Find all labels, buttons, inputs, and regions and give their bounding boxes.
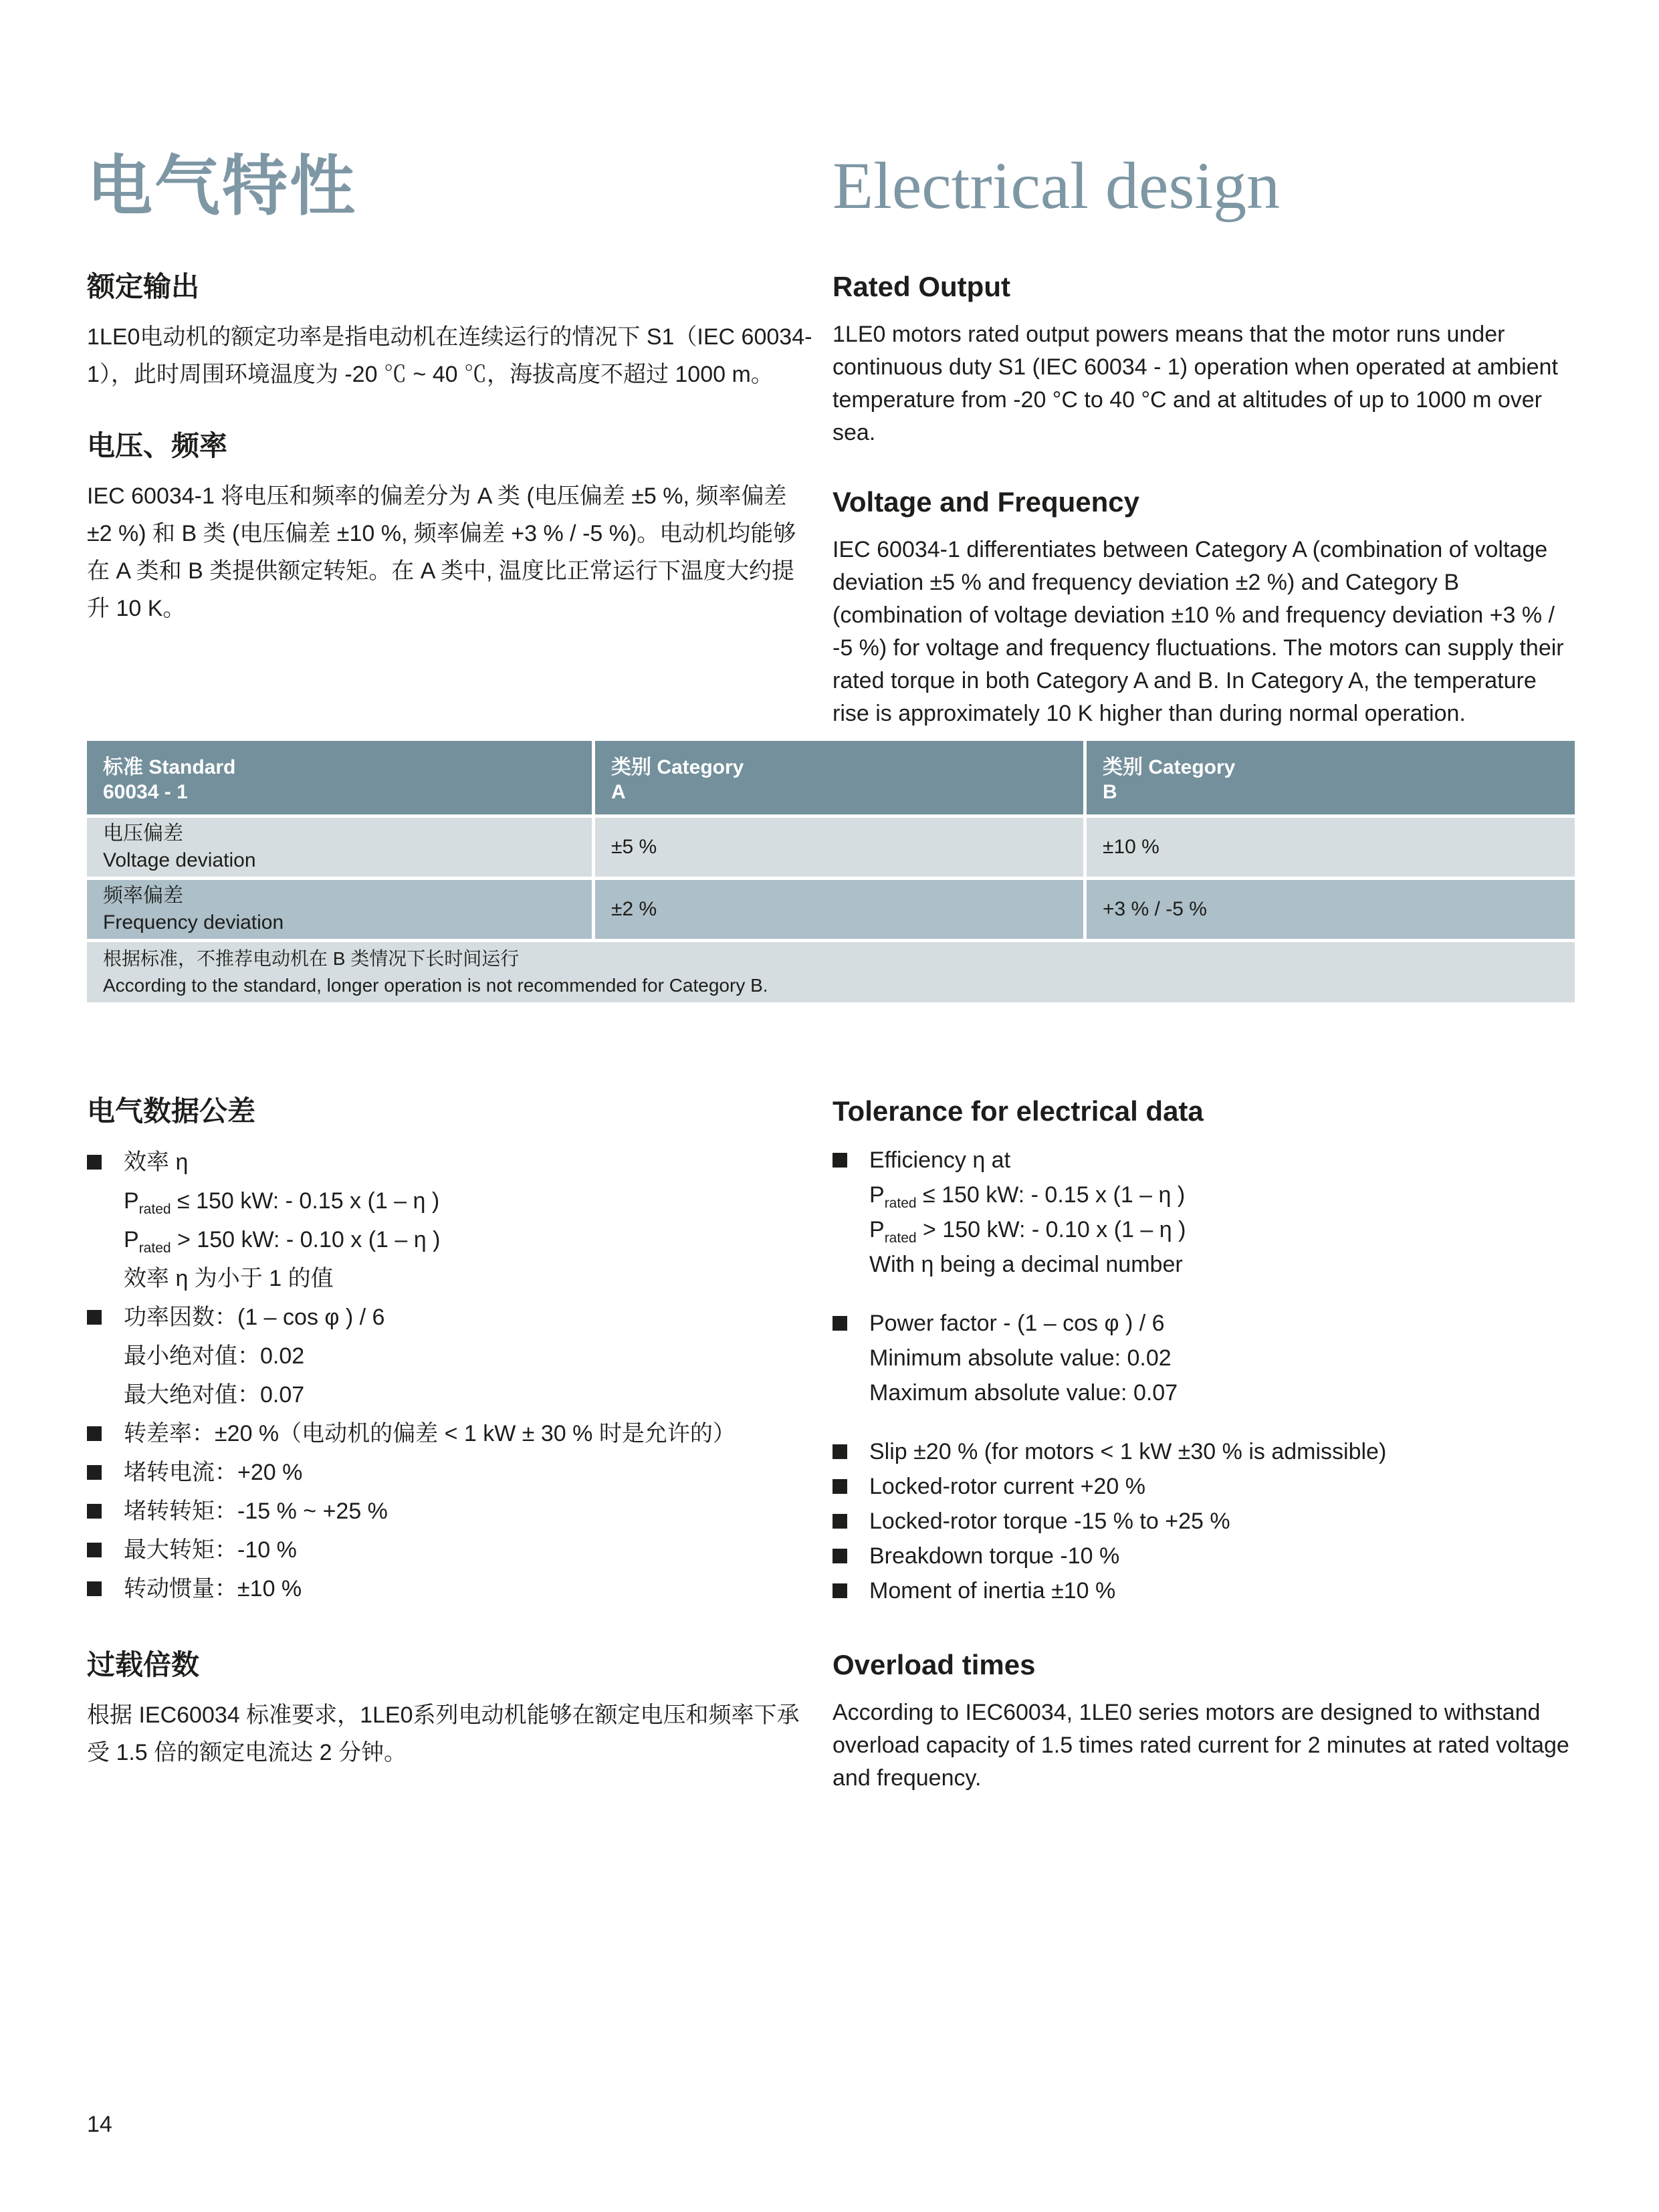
list-item-text: 堵转转矩：-15 % ~ +25 % [124,1499,388,1524]
heading-rated-output-zh: 额定输出 [87,271,200,302]
table-footnote [87,942,1575,1002]
list-item [87,1492,812,1531]
bullet-square-icon [87,1426,102,1441]
section-tolerance [87,1095,1575,1608]
column-chinese [87,270,812,730]
list-item [87,1182,812,1220]
list-item [87,1531,812,1569]
table-header-category-a-label: 类别 Category [611,756,744,778]
list-item [833,1247,1575,1282]
list-item-text: 最小绝对值：0.02 [124,1343,305,1369]
paragraph-voltage-frequency-zh: IEC 60034-1 将电压和频率的偏差分为 A 类 (电压偏差 ±5 %, 频率偏差 ±2 %) 和 B 类 (电压偏差 ±10 %, 频率偏差 +3 % / -5 %)。电动机均能够在 A 类和 B 类提供额定转矩。在 A 类中, 温度比正常运行下温度大约提升 10 K。 [87,483,796,621]
table-footnote-zh: 根据标准，不推荐电动机在 B 类情况下长时间运行 [103,948,520,969]
section-rated-voltage [87,270,1575,730]
row-label-frequency-deviation-zh: 频率偏差 [103,885,183,907]
paragraph-rated-output-en: 1LE0 motors rated output powers means that the motor runs under continuous duty S1 (IEC 60034 - 1) operation when operated at ambient temperature from -20 °C to 40 °C and at altitudes of up to 1000 m over sea. [833,322,1558,445]
page-title-row [87,148,1575,223]
list-item [833,1306,1575,1341]
list-item-text: $P_{rated} \le 150$ kW: - 0.15 x (1 – η ) [869,1182,1186,1211]
list-item-text: $P_{rated} > 150$ kW: - 0.10 x (1 – η ) [124,1227,441,1256]
table-row-frequency-deviation [87,880,1575,939]
overload-column-chinese [87,1648,812,1795]
list-item-text: $P_{rated} > 150$ kW: - 0.10 x (1 – η ) [869,1217,1186,1246]
heading-tolerance-en: Tolerance for electrical data [833,1095,1204,1127]
category-table [87,741,1575,1002]
list-item [833,1178,1575,1212]
column-english [833,270,1575,730]
bullet-square-icon [833,1583,847,1598]
list-item-text: 最大绝对值：0.07 [124,1382,305,1408]
tolerance-column-english [833,1095,1575,1608]
paragraph-overload-en: According to IEC60034, 1LE0 series motors are designed to withstand overload capacity of 1.5 times rated current for 2 minutes at rated voltage and frequency. [833,1700,1569,1791]
page-number: 14 [87,2112,112,2137]
list-item-text: Minimum absolute value: 0.02 [869,1345,1172,1371]
bullet-square-icon [87,1465,102,1480]
list-item [833,1504,1575,1539]
list-item [833,1341,1575,1375]
heading-tolerance-zh: 电气数据公差 [87,1095,256,1127]
list-item-text: Locked-rotor current +20 % [869,1474,1145,1499]
heading-voltage-frequency-zh: 电压、频率 [87,430,228,461]
list-item [87,1414,812,1453]
table-row-voltage-deviation [87,818,1575,877]
list-item-text: 效率 η 为小于 1 的值 [124,1266,334,1291]
table-header-standard [87,741,592,814]
row-label-frequency-deviation-en: Frequency deviation [103,911,284,933]
table-header-standard-label: 标准 Standard [103,756,236,778]
list-item-text: 效率 η [124,1149,189,1175]
heading-overload-zh: 过载倍数 [87,1649,200,1680]
list-item-text: 最大转矩：-10 % [124,1537,297,1563]
list-item-text: 转动惯量：±10 % [124,1576,302,1601]
paragraph-voltage-frequency-en: IEC 60034-1 differentiates between Category A (combination of voltage deviation ±5 % and frequency deviation ±2 %) and Category B (combination of voltage deviation ±10 % and frequency deviation +3 % / -5 %) for voltage and frequency fluctuations. The motors can supply their rated torque in both Category A and B. In Category A, the temperature rise is approximately 10 K higher than during normal operation. [833,537,1564,726]
bullet-square-icon [87,1581,102,1596]
table-header-standard-value: 60034 - 1 [103,781,188,803]
list-item-text: Breakdown torque -10 % [869,1543,1120,1569]
table-header-category-a-value: A [611,781,626,803]
page-title-en: Electrical design [833,148,1281,223]
table-header-row [87,741,1575,814]
page-title-zh: 电气特性 [87,149,358,223]
list-item [87,1220,812,1259]
bullet-square-icon [833,1479,847,1494]
bullet-square-icon [87,1504,102,1519]
list-item-text: Slip ±20 % (for motors < 1 kW ±30 % is admissible) [869,1439,1387,1464]
heading-rated-output-en: Rated Output [833,271,1010,302]
paragraph-overload-zh: 根据 IEC60034 标准要求，1LE0系列电动机能够在额定电压和频率下承受 1.5 倍的额定电流达 2 分钟。 [87,1702,800,1765]
list-item [833,1469,1575,1504]
table-footnote-en: According to the standard, longer operation is not recommended for Category B. [103,975,768,996]
bullet-square-icon [87,1543,102,1557]
list-item [87,1453,812,1492]
list-item [833,1212,1575,1247]
list-item [833,1539,1575,1573]
list-item-text: 功率因数：(1 – cos φ ) / 6 [124,1305,385,1330]
list-item [833,1375,1575,1410]
bullet-square-icon [87,1310,102,1325]
table-header-category-b-label: 类别 Category [1103,756,1236,778]
list-item [87,1569,812,1608]
row-label-voltage-deviation [87,818,592,877]
list-item-text: With η being a decimal number [869,1252,1183,1277]
list-item-text: Power factor - (1 – cos φ ) / 6 [869,1311,1165,1336]
overload-column-english [833,1648,1575,1795]
list-item [87,1259,812,1298]
row-label-voltage-deviation-zh: 电压偏差 [103,822,183,845]
table-header-category-b-value: B [1103,781,1117,803]
row-label-frequency-deviation [87,880,592,939]
bullet-square-icon [833,1514,847,1529]
table-header-category-a [595,741,1083,814]
list-item-text: 转差率：±20 %（电动机的偏差 < 1 kW ± 30 % 时是允许的） [124,1421,736,1446]
list-item-text: Moment of inertia ±10 % [869,1578,1116,1603]
paragraph-rated-output-zh: 1LE0电动机的额定功率是指电动机在连续运行的情况下 S1（IEC 60034-1），此时周围环境温度为 -20 ℃ ~ 40 ℃，海拔高度不超过 1000 m。 [87,324,812,387]
bullet-square-icon [833,1316,847,1331]
bullet-square-icon [833,1444,847,1459]
tolerance-column-chinese [87,1095,812,1608]
section-overload [87,1648,1575,1795]
list-item [833,1573,1575,1608]
list-item [87,1375,812,1414]
list-item-text: $P_{rated} \le 150$ kW: - 0.15 x (1 – η ) [124,1188,440,1217]
table-header-category-b [1087,741,1575,814]
voltage-deviation-category-b: ±10 % [1087,818,1575,877]
list-item-text: Maximum absolute value: 0.07 [869,1380,1178,1406]
frequency-deviation-category-a: ±2 % [595,880,1083,939]
list-item-text: Efficiency η at [869,1147,1011,1173]
bullet-square-icon [87,1155,102,1170]
bullet-square-icon [833,1549,847,1563]
list-item [87,1337,812,1375]
heading-voltage-frequency-en: Voltage and Frequency [833,486,1139,518]
list-item [833,1434,1575,1469]
list-item-text: 堵转电流：+20 % [124,1460,303,1485]
row-label-voltage-deviation-en: Voltage deviation [103,849,256,871]
bullet-square-icon [833,1153,847,1168]
frequency-deviation-category-b: +3 % / -5 % [1087,880,1575,939]
list-item [87,1298,812,1337]
heading-overload-en: Overload times [833,1649,1036,1680]
voltage-deviation-category-a: ±5 % [595,818,1083,877]
list-item-text: Locked-rotor torque -15 % to +25 % [869,1509,1230,1534]
list-item [833,1143,1575,1178]
list-item [87,1143,812,1182]
